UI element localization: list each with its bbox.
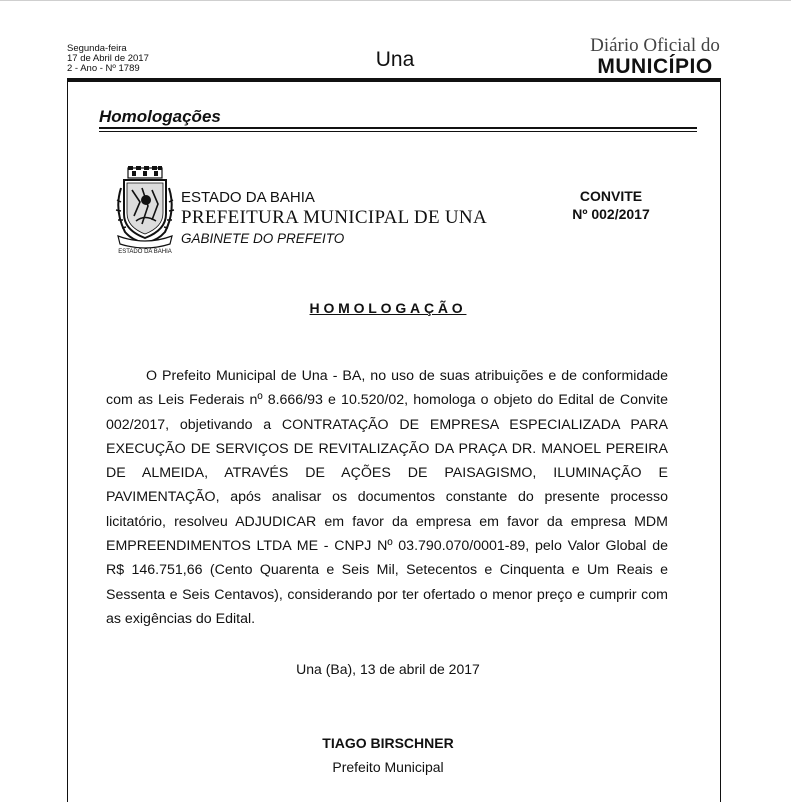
letterhead-state: ESTADO DA BAHIA — [181, 189, 315, 206]
masthead-logo — [588, 36, 722, 78]
convite-number: Nº 002/2017 — [572, 206, 650, 222]
section-rule-thin — [99, 131, 697, 132]
section-title: Homologações — [99, 107, 221, 126]
masthead-bottom-text: MUNICÍPIO — [597, 55, 713, 78]
edition-date: 17 de Abril de 2017 — [67, 53, 149, 64]
city-title: Una — [375, 48, 415, 71]
letterhead-gabinete: GABINETE DO PREFEITO — [181, 231, 345, 246]
top-edge-line — [0, 0, 791, 1]
convite-box — [566, 187, 656, 223]
document-date: Una (Ba), 13 de abril de 2017 — [296, 661, 480, 677]
masthead-top-text: Diário Oficial do — [590, 35, 720, 56]
edition-info — [67, 44, 149, 74]
section-rule-thick — [99, 127, 697, 129]
municipal-crest-icon — [112, 166, 178, 260]
document-title: HOMOLOGAÇÃO — [309, 300, 467, 316]
document-body — [106, 364, 668, 631]
edition-number: 2 - Ano - Nº 1789 — [67, 63, 140, 74]
crest-caption: ESTADO DA BAHIA — [118, 249, 172, 255]
signer-name: TIAGO BIRSCHNER — [322, 735, 454, 751]
convite-label: CONVITE — [579, 188, 643, 204]
edition-weekday: Segunda-feira — [67, 43, 127, 54]
body-paragraph: O Prefeito Municipal de Una - BA, no uso de suas atribuições e de conformidade com as Leis Federais nº 8.666/93 e 10.520/02, homologa o objeto do Edital de Convite 002/2017, objetivando a CONTRATAÇÃO DE EMPRESA ESPECIALIZADA PARA EXECUÇÃO DE SERVIÇOS DE REVITALIZAÇÃO DA PRAÇA DR. MANOEL PEREIRA DE ALMEIDA, ATRAVÉS DE AÇÕES DE PAISAGISMO, ILUMINAÇÃO E PAVIMENTAÇÃO, após analisar os documentos constante do presente processo licitatório, resolveu ADJUDICAR em favor da empresa em favor da empresa MDM EMPREENDIMENTOS LTDA ME - CNPJ Nº 03.790.070/0001-89, pelo Valor Global de R$ 146.751,66 (Cento Quarenta e Seis Mil, Setecentos e Cinquenta e Um Reais e Sessenta e Seis Centavos), considerando por ter ofertado o menor preço e cumprir com as exigências do Edital. — [106, 368, 668, 627]
letterhead-prefeitura: PREFEITURA MUNICIPAL DE UNA — [181, 207, 487, 228]
signer-role: Prefeito Municipal — [332, 759, 444, 775]
